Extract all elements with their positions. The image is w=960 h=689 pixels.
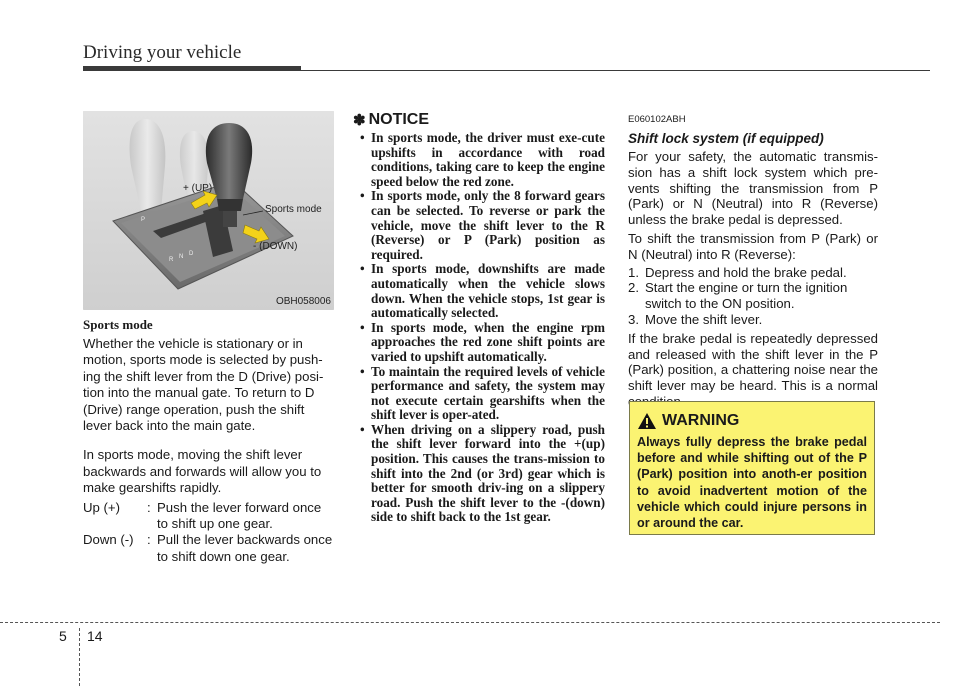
figure-caption: OBH058006 xyxy=(275,296,331,307)
footer-rule xyxy=(0,622,940,623)
shift-lock-heading: Shift lock system (if equipped) xyxy=(628,131,824,146)
definition-desc: Pull the lever backwards once to shift down one gear. xyxy=(157,532,333,564)
svg-text:D: D xyxy=(189,251,194,257)
definition-desc: Push the lever forward once to shift up one gear. xyxy=(157,499,322,532)
header-rule xyxy=(301,70,930,71)
shift-lever-figure xyxy=(83,111,334,310)
step-item: 1. Depress and hold the brake pedal. xyxy=(628,264,847,280)
footer-divider xyxy=(79,628,80,686)
svg-text:P: P xyxy=(141,217,146,223)
shift-lock-column xyxy=(628,111,878,410)
page-number: 14 xyxy=(87,628,103,644)
definition-up xyxy=(83,500,334,533)
notice-heading xyxy=(353,111,605,129)
notice-item: • In sports mode, only the 8 forward gears can be selected. To reverse or park the vehicle, move the shift lever to the R (Reverse) or P (Park) position as required. xyxy=(360,188,605,262)
notice-star-icon: ✽ xyxy=(353,112,366,129)
definition-colon: : xyxy=(147,499,151,515)
notice-item: • In sports mode, downshifts are made automatically when the vehicle slows down. When the vehicle stops, 1st gear is automatically selected. xyxy=(360,261,605,321)
shift-lock-paragraph-3: If the brake pedal is repeatedly depressed and released with the shift lever in the P (Park) position, a chattering noise near the shift lever may be heard. This is a normal xyxy=(628,330,878,394)
column-1 xyxy=(83,111,334,565)
label-up: + (UP) xyxy=(183,183,213,194)
warning-triangle-icon xyxy=(637,412,657,430)
step-item: 2. Start the engine or turn the ignition switch to the ON position. xyxy=(628,280,848,312)
notice-item: • In sports mode, the driver must exe-cute upshifts in accordance with road conditions, taking care to keep the engine speed below the red zone. xyxy=(360,130,605,189)
shift-lock-paragraph-1: For your safety, the automatic transmis-sion has a shift lock system which pre-vents shifting the transmission from P (Park) or N (Neutral) into R (Reverse) unless the brake pedal is depressed. xyxy=(628,149,878,228)
shift-lock-paragraph-2: To shift the transmission from P (Park) or N (Neutral) into R (Reverse): xyxy=(628,230,878,262)
notice-item: • When driving on a slippery road, push the shift lever forward into the +(up) position. This causes the trans-mission to shift into the 2nd (or 3rd) gear which is better for smooth driv-ing on a slippery road. Push the shift lever to the -(down) side to shift back to the 1st gear. xyxy=(360,421,605,525)
notice-title: NOTICE xyxy=(368,111,430,128)
sports-mode-heading: Sports mode xyxy=(83,317,153,332)
notice-item: • In sports mode, when the engine rpm approaches the red zone shift points are varied to upshift automatically. xyxy=(360,319,605,364)
warning-box xyxy=(629,401,875,535)
warning-heading xyxy=(637,412,867,430)
shift-lever-illustration xyxy=(83,111,334,310)
step-item: 3. Move the shift lever. xyxy=(628,311,763,327)
definition-term: Down (-) xyxy=(83,532,134,548)
label-sports-mode: Sports mode xyxy=(265,204,322,215)
page-header-title: Driving your vehicle xyxy=(83,42,242,63)
notice-item: • To maintain the required levels of vehicle performance and safety, the system may not execute certain gearshifts when the shift lever is oper-ated. xyxy=(360,363,605,423)
notice-column xyxy=(353,111,605,525)
definition-colon: : xyxy=(147,532,151,548)
warning-title: WARNING xyxy=(662,412,740,429)
shift-steps xyxy=(628,265,878,328)
sports-mode-paragraph-2: In sports mode, moving the shift lever backwards and forwards will allow you to make gearshifts rapidly. xyxy=(83,447,322,496)
header-bar xyxy=(83,66,301,71)
notice-list xyxy=(353,131,605,525)
label-down: - (DOWN) xyxy=(253,241,298,252)
definition-down xyxy=(83,532,334,565)
section-code: E060102ABH xyxy=(628,114,686,125)
definition-term: Up (+) xyxy=(83,499,121,515)
sports-mode-paragraph-1: Whether the vehicle is stationary or in motion, sports mode is selected by push-ing the shift lever from the D (Drive) posi-tion into the manual gate. To return to D (Drive) range operation, push the shift lever back into the main gate. xyxy=(83,336,324,434)
chapter-number: 5 xyxy=(59,628,67,644)
svg-text:N: N xyxy=(179,254,184,260)
warning-text: Always fully depress the brake pedal before and while shifting out of the P (Park) position into anoth-er position to avoid inadvertent motion of the vehicle which could injure persons in or around the car. xyxy=(637,435,867,531)
svg-text:R: R xyxy=(169,257,174,263)
